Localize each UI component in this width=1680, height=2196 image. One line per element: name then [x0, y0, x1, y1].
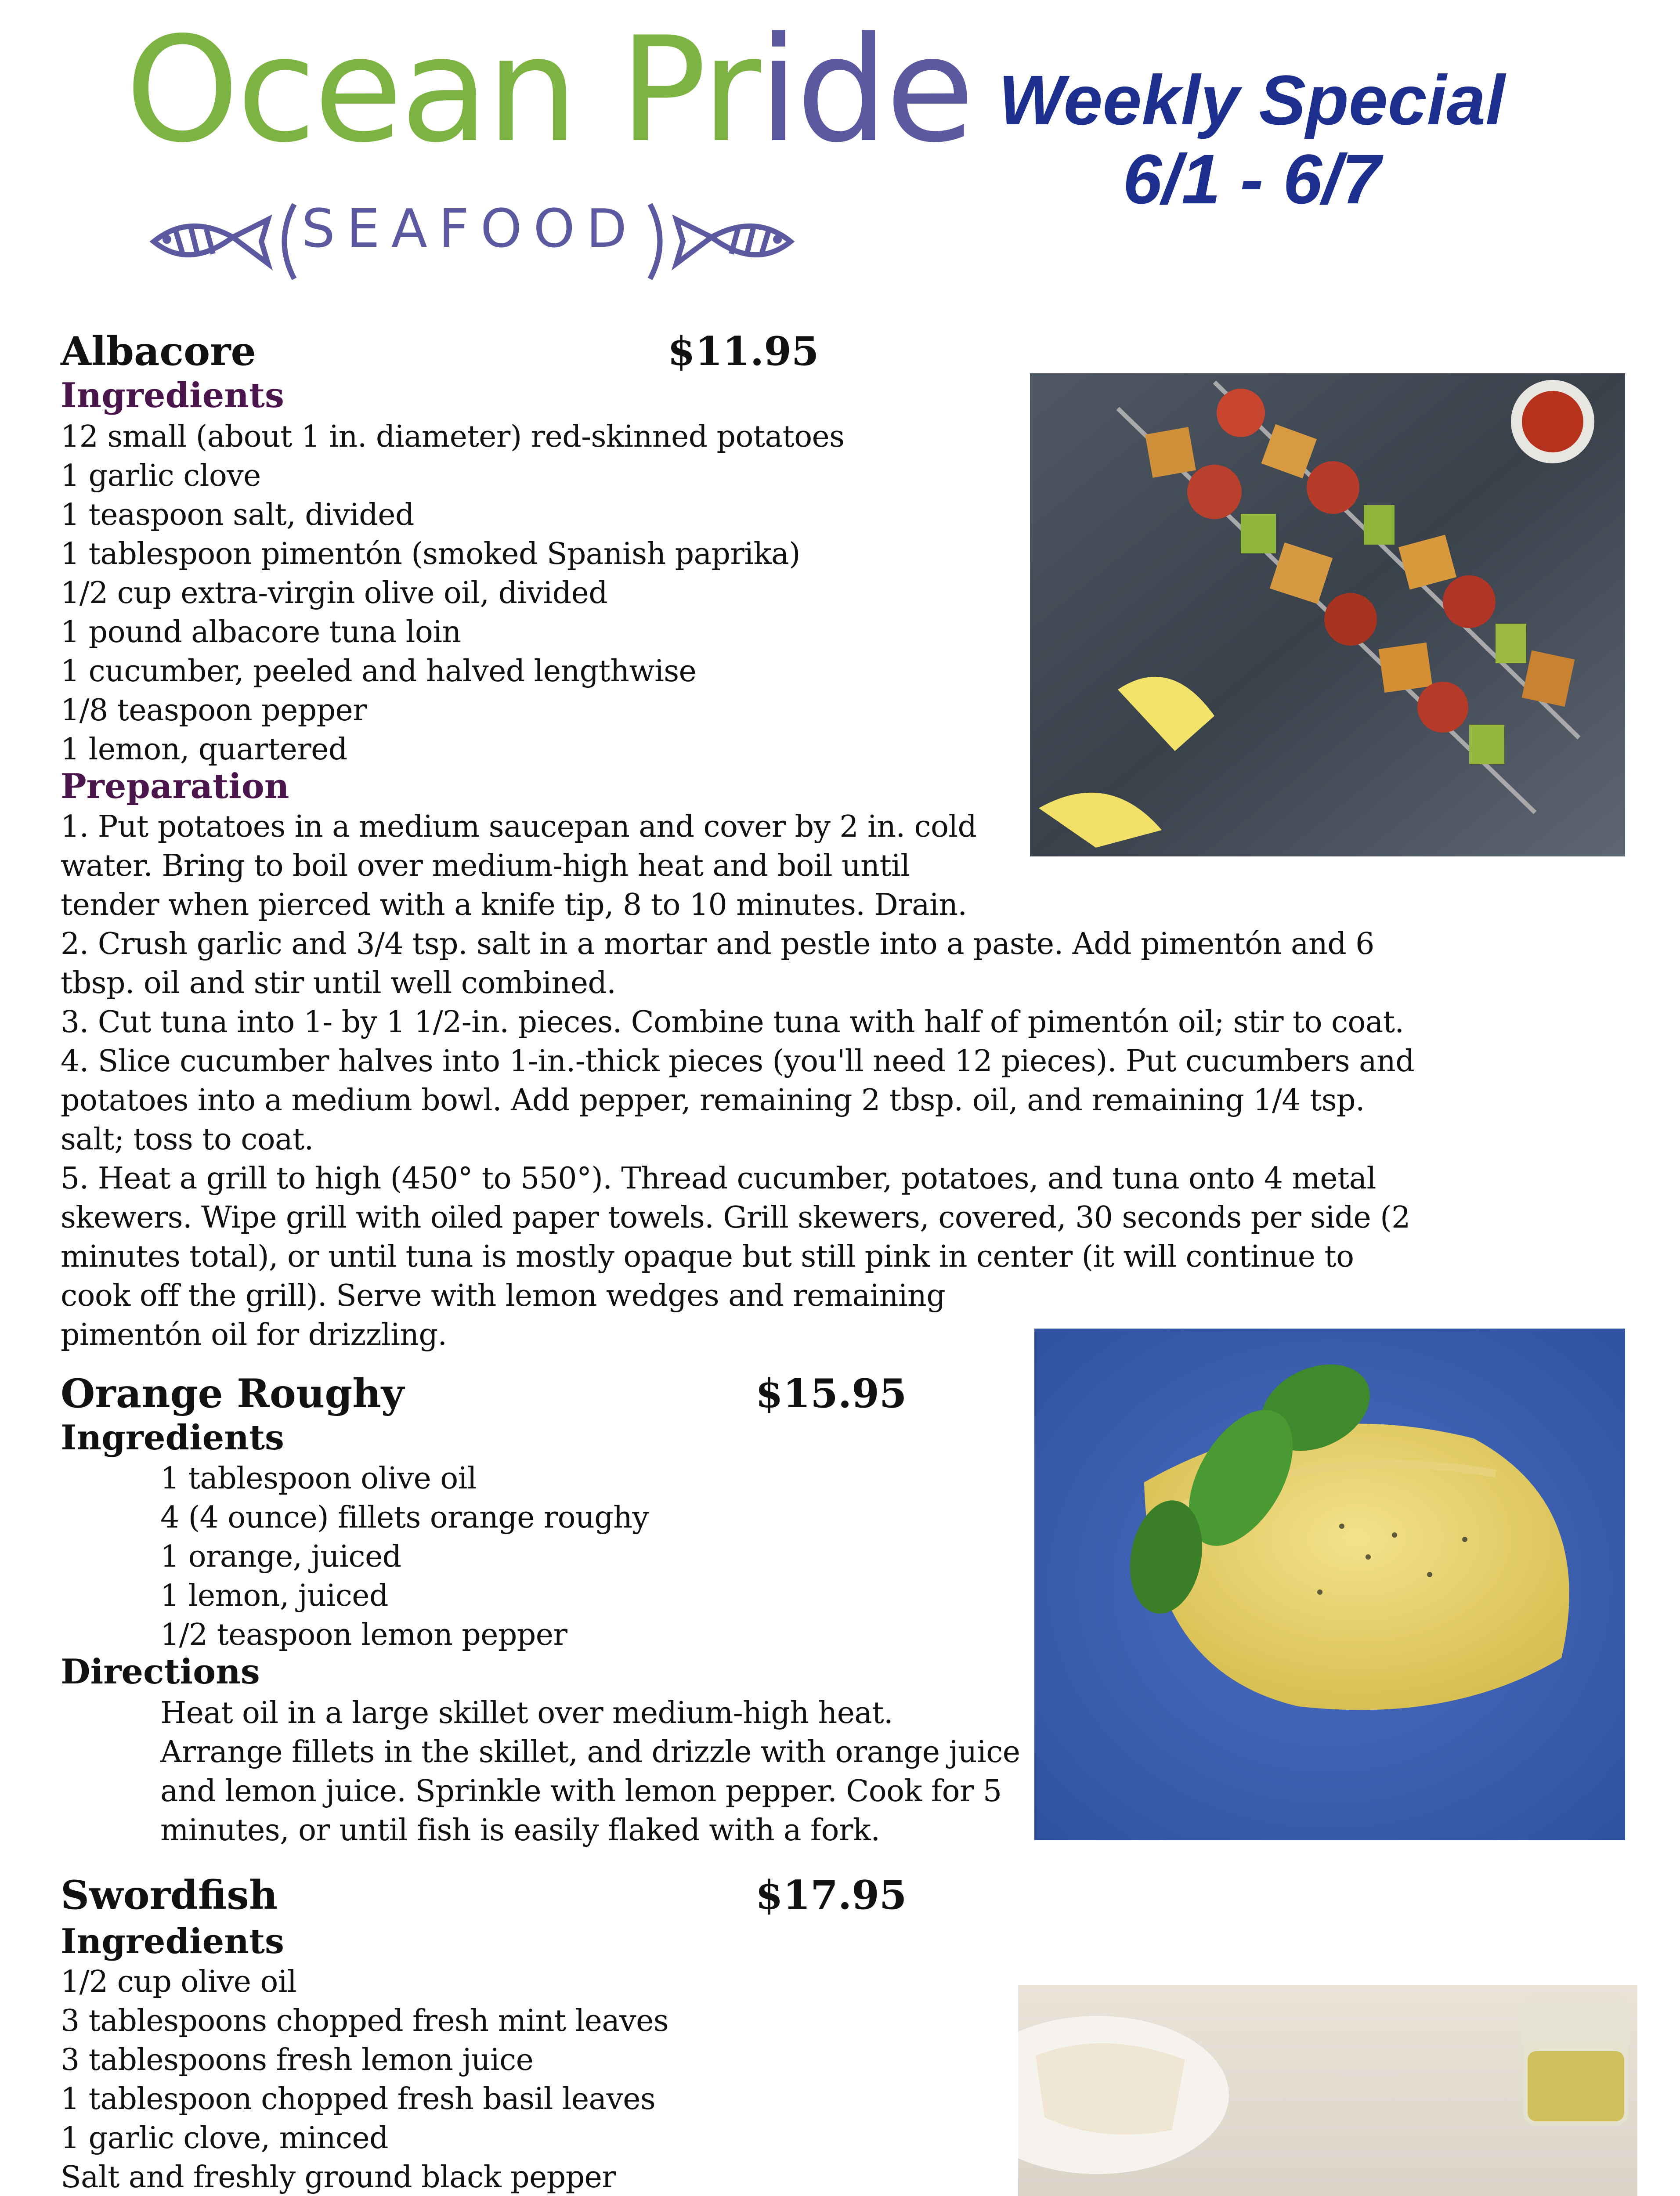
ingredient-item: 4 (4 ounce) fillets orange roughy	[160, 1500, 649, 1535]
ingredients-heading: Ingredients	[61, 376, 284, 415]
ingredient-item: 1/8 teaspoon pepper	[61, 693, 367, 728]
ingredient-item: 1 pound albacore tuna loin	[61, 615, 461, 650]
ingredient-item: 12 small (about 1 in. diameter) red-skinned potatoes	[61, 419, 845, 454]
weekly-special-dates: 6/1 - 6/7	[1123, 140, 1381, 218]
ingredient-item: 1 tablespoon chopped fresh basil leaves	[61, 2082, 656, 2117]
direction-line: cook off the grill). Serve with lemon wedges and remaining	[61, 1279, 946, 1313]
weekly-special-title: Weekly Special	[998, 61, 1505, 139]
direction-line: Arrange fillets in the skillet, and drizzle with orange juice	[160, 1735, 1020, 1770]
recipe-price-swordfish: $17.95	[755, 1872, 907, 1918]
ingredient-list-swordfish	[61, 1962, 668, 2196]
ingredient-item: 1 lemon, juiced	[160, 1578, 388, 1613]
direction-line: 5. Heat a grill to high (450° to 550°). Thread cucumber, potatoes, and tuna onto 4 metal	[61, 1161, 1376, 1196]
ingredient-item: 1 lemon, quartered	[61, 732, 347, 767]
direction-line: minutes, or until fish is easily flaked with a fork.	[160, 1813, 880, 1848]
ingredient-item: 1/2 cup extra-virgin olive oil, divided	[61, 576, 608, 610]
direction-line: 3. Cut tuna into 1- by 1 1/2-in. pieces. Combine tuna with half of pimentón oil; stir to coat.	[61, 1005, 1404, 1040]
logo-seafood-banner	[141, 198, 799, 285]
direction-line: 4. Slice cucumber halves into 1-in.-thick pieces (you'll need 12 pieces). Put cucumbers and	[61, 1044, 1415, 1079]
ingredients-heading: Ingredients	[61, 1418, 284, 1458]
logo-seafood-text: SEAFOOD	[301, 199, 639, 260]
directions-orange-roughy	[160, 1694, 1020, 1850]
ingredient-item: 1/2 teaspoon lemon pepper	[160, 1618, 567, 1652]
ingredient-item: 1/2 cup olive oil	[61, 1965, 297, 1999]
ingredient-item: 3 tablespoons chopped fresh mint leaves	[61, 2004, 669, 2038]
fish-left-icon	[141, 211, 281, 272]
ingredient-list-orange-roughy	[160, 1459, 649, 1654]
ingredients-heading: Ingredients	[61, 1922, 284, 1961]
ingredient-item: Salt and freshly ground black pepper	[61, 2160, 616, 2195]
preparation-heading: Preparation	[61, 766, 289, 806]
direction-line: 2. Crush garlic and 3/4 tsp. salt in a mortar and pestle into a paste. Add pimentón and 6	[61, 927, 1374, 961]
logo-word-ocean: Ocean	[125, 6, 576, 174]
direction-line: 1. Put potatoes in a medium saucepan and cover by 2 in. cold	[61, 809, 977, 844]
recipe-title-orange-roughy: Orange Roughy	[61, 1370, 405, 1417]
ingredient-item: 3 tablespoons fresh lemon juice	[61, 2043, 534, 2077]
direction-line: tbsp. oil and stir until well combined.	[61, 966, 616, 1000]
logo-pride-purple-part: ide	[758, 6, 972, 174]
ingredient-item: 1 orange, juiced	[160, 1539, 401, 1574]
direction-line: Heat oil in a large skillet over medium-high heat.	[160, 1696, 893, 1730]
ingredient-list-albacore	[61, 417, 844, 769]
directions-heading: Directions	[61, 1652, 260, 1692]
swordfish-steaks-photo	[1018, 1985, 1637, 2196]
direction-line: and lemon juice. Sprinkle with lemon pepper. Cook for 5	[160, 1774, 1002, 1809]
ingredient-item: 1 teaspoon salt, divided	[61, 498, 414, 532]
ingredient-item: 1 garlic clove, minced	[61, 2121, 388, 2156]
ingredient-item: 1 garlic clove	[61, 459, 261, 493]
fish-right-icon	[663, 211, 804, 272]
logo-pride-green-part: Pr	[619, 6, 759, 174]
direction-line: water. Bring to boil over medium-high heat and boil until	[61, 849, 910, 883]
direction-line: skewers. Wipe grill with oiled paper towels. Grill skewers, covered, 30 seconds per side (2	[61, 1200, 1410, 1235]
recipe-title-albacore: Albacore	[61, 328, 256, 375]
logo-word-pride	[619, 6, 972, 174]
recipe-price-albacore: $11.95	[668, 328, 819, 375]
direction-line: pimentón oil for drizzling.	[61, 1318, 447, 1352]
albacore-skewers-photo	[1030, 373, 1625, 856]
recipe-title-swordfish: Swordfish	[61, 1872, 278, 1918]
direction-line: tender when pierced with a knife tip, 8 to 10 minutes. Drain.	[61, 888, 967, 922]
ingredient-item: 1 cucumber, peeled and halved lengthwise	[61, 654, 697, 689]
orange-roughy-photo	[1034, 1329, 1625, 1840]
direction-line: salt; toss to coat.	[61, 1122, 314, 1157]
direction-line: minutes total), or until tuna is mostly opaque but still pink in center (it will continue to	[61, 1239, 1354, 1274]
direction-line: potatoes into a medium bowl. Add pepper, remaining 2 tbsp. oil, and remaining 1/4 tsp.	[61, 1083, 1365, 1118]
recipe-price-orange-roughy: $15.95	[755, 1370, 907, 1417]
ingredient-item: 1 tablespoon olive oil	[160, 1461, 477, 1496]
ingredient-item: 1 tablespoon pimentón (smoked Spanish paprika)	[61, 537, 800, 571]
preparation-steps-albacore	[61, 807, 1414, 1354]
